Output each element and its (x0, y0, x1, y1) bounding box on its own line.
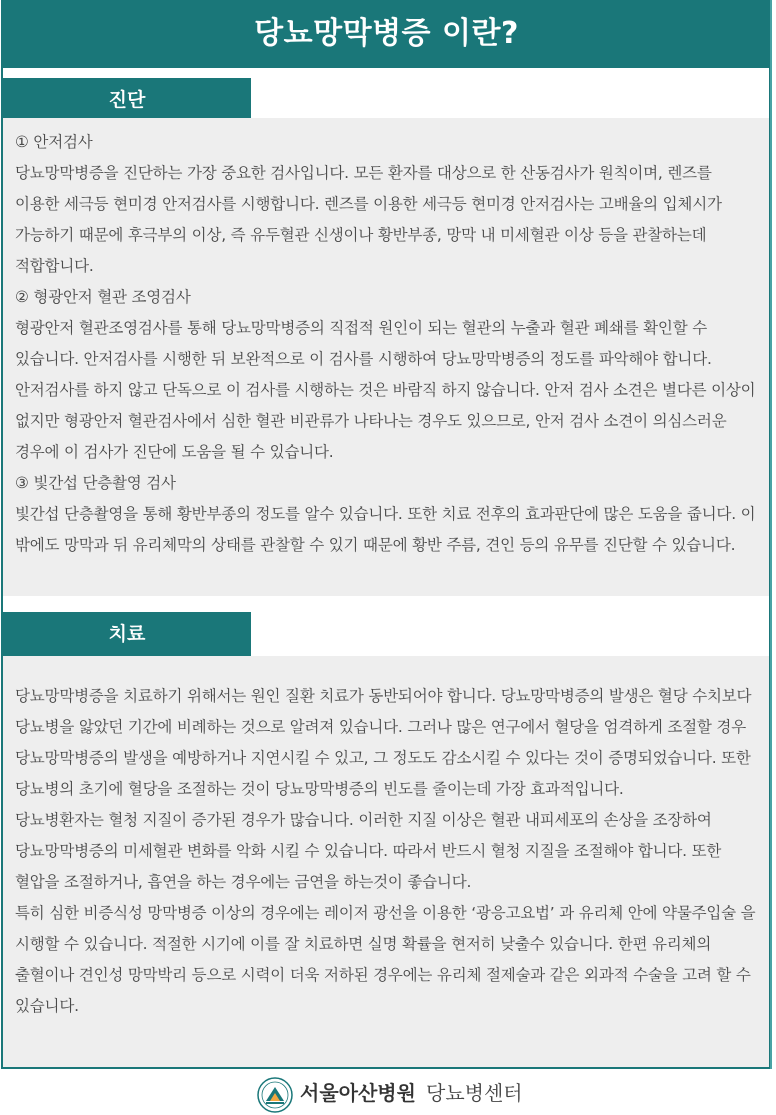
diagnosis-item-oct-title: ③ 빛간섭 단층촬영 검사 (15, 474, 176, 492)
hospital-name: 서울아산병원 (300, 1081, 416, 1105)
diagnosis-panel (3, 118, 769, 596)
treatment-panel (3, 656, 769, 1067)
diagnosis-heading: 진단 (3, 78, 251, 122)
diagnosis-item-fundus-exam-title: ① 안저검사 (15, 133, 93, 151)
asan-medical-center-emblem-icon (257, 1077, 293, 1113)
diagnosis-item-angiography-text: 형광안저 혈관조영검사를 통해 당뇨망막병증의 직접적 원인이 되는 혈관의 누출과 혈관 폐쇄를 확인할 수 있습니다. 안저검사를 시행한 뒤 보완적으로 이 검사를 시행하여 당뇨망막병증의 정도를 파악해야 합니다.안저검사를 하지 않고 단독으로 이 검사를 시행하는 것은 바람직 하지 않습니다. 안저 검사 소견은 별다른 이상이 없지만 형광안저 혈관검사에서 심한 혈관 비관류가 나타나는 경우도 있으므로, 안저 검사 소견이 의심스러운 경우에 이 검사가 진단에 도움을 될 수 있습니다. (15, 319, 756, 461)
diagnosis-item-fundus-exam-text: 당뇨망막병증을 진단하는 가장 중요한 검사입니다. 모든 환자를 대상으로 한 산동검사가 원칙이며, 렌즈를 이용한 세극등 현미경 안저검사를 시행합니다. 렌즈를 이용한 세극등 현미경 안저검사는 고배율의 입체시가 가능하기 때문에 후극부의 이상, 즉 유두혈관 신생이나 황반부종, 망막 내 미세혈관 이상 등을 관찰하는데 적합합니다. (15, 164, 722, 275)
footer (0, 1070, 776, 1115)
treatment-paragraph: 당뇨병환자는 혈청 지질이 증가된 경우가 많습니다. 이러한 지질 이상은 혈관 내피세포의 손상을 조장하여 당뇨망막병증의 미세혈관 변화를 악화 시킬 수 있습니다. 따라서 반드시 혈청 지질을 조절해야 합니다. 또한 혈압을 조절하거나, 흡연을 하는 경우에는 금연을 하는것이 좋습니다. (15, 811, 722, 891)
treatment-paragraph: 특히 심한 비증식성 망막병증 이상의 경우에는 레이저 광선을 이용한 ‘광응고요법’ 과 유리체 안에 약물주입술 을 시행할 수 있습니다. 적절한 시기에 이를 잘 치료하면 실명 확률을 현저히 낮출수 있습니다. 한편 유리체의 출혈이나 견인성 망막박리 등으로 시력이 더욱 저하된 경우에는 유리체 절제술과 같은 외과적 수술을 고려 할 수 있습니다. (15, 904, 756, 1015)
diagnosis-item-oct-text: 빛간섭 단층촬영을 통해 황반부종의 정도를 알수 있습니다. 또한 치료 전후의 효과판단에 많은 도움을 줍니다. 이 밖에도 망막과 뒤 유리체막의 상태를 관찰할 수 있기 때문에 황반 주름, 견인 등의 유무를 진단할 수 있습니다. (15, 505, 756, 554)
content-frame (1, 0, 772, 1069)
center-name: 당뇨병센터 (426, 1081, 523, 1105)
diagnosis-item-angiography-title: ② 형광안저 혈관 조영검사 (15, 288, 191, 306)
treatment-paragraph: 당뇨망막병증을 치료하기 위해서는 원인 질환 치료가 동반되어야 합니다. 당뇨망막병증의 발생은 혈당 수치보다 당뇨병을 앓았던 기간에 비례하는 것으로 알려져 있습니다. 그러나 많은 연구에서 혈당을 엄격하게 조절할 경우 당뇨망막병증의 발생을 예방하거나 지연시킬 수 있고, 그 정도도 감소시킬 수 있다는 것이 증명되었습니다. 또한 당뇨병의 초기에 혈당을 조절하는 것이 당뇨망막병증의 빈도를 줄이는데 가장 효과적입니다. (15, 687, 752, 798)
page-title: 당뇨망막병증 이란? (254, 16, 519, 51)
treatment-heading: 치료 (3, 612, 251, 656)
content-body (3, 68, 769, 1067)
